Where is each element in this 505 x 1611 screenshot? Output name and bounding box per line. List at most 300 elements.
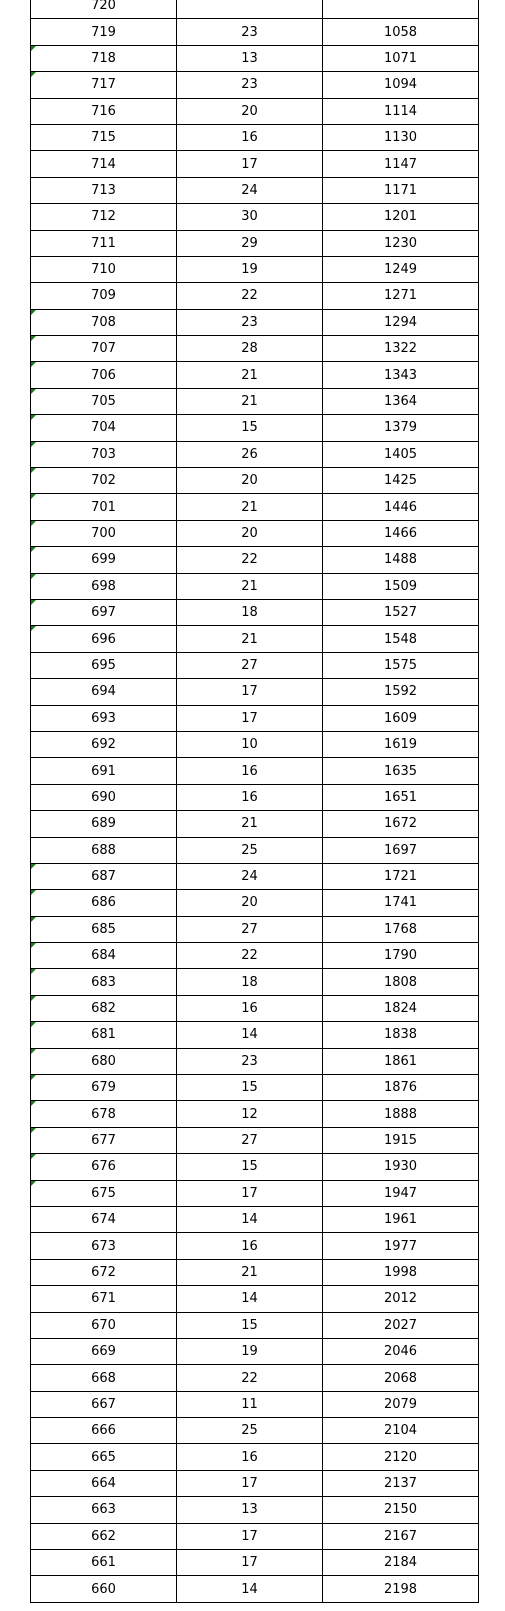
cumulative-cell[interactable] [323, 1127, 479, 1153]
score-value: 667 [91, 1396, 116, 1412]
table-row [31, 1233, 479, 1259]
score-value: 702 [91, 473, 116, 489]
score-cell[interactable] [31, 388, 177, 414]
count-cell[interactable] [177, 45, 323, 71]
score-cell[interactable] [31, 1075, 177, 1101]
score-value: 691 [91, 763, 116, 779]
count-cell[interactable] [177, 520, 323, 546]
table-row [31, 652, 479, 678]
score-cell[interactable] [31, 1576, 177, 1602]
score-cell[interactable] [31, 19, 177, 45]
cumulative-cell[interactable] [323, 309, 479, 335]
count-value: 15 [241, 1317, 258, 1333]
count-cell[interactable] [177, 943, 323, 969]
cumulative-cell[interactable] [323, 1312, 479, 1338]
cumulative-cell[interactable] [323, 626, 479, 652]
score-cell[interactable] [31, 1470, 177, 1496]
table-row [31, 1523, 479, 1549]
score-cell[interactable] [31, 309, 177, 335]
cumulative-cell[interactable] [323, 1154, 479, 1180]
cumulative-value: 1294 [383, 314, 418, 330]
cumulative-cell[interactable] [323, 388, 479, 414]
count-cell[interactable] [177, 415, 323, 441]
cumulative-cell[interactable] [323, 1550, 479, 1576]
count-value: 27 [241, 921, 258, 937]
count-value: 14 [241, 1027, 258, 1043]
score-value: 673 [91, 1238, 116, 1254]
count-cell[interactable] [177, 731, 323, 757]
cumulative-cell[interactable] [323, 599, 479, 625]
table-row [31, 916, 479, 942]
count-cell[interactable] [177, 1338, 323, 1364]
cumulative-cell[interactable] [323, 1470, 479, 1496]
table-row [31, 1418, 479, 1444]
cumulative-cell[interactable] [323, 1206, 479, 1232]
cumulative-cell[interactable] [323, 1101, 479, 1127]
score-cell[interactable] [31, 573, 177, 599]
cumulative-cell[interactable] [323, 1338, 479, 1364]
cumulative-value: 1651 [383, 789, 418, 805]
cumulative-value: 1466 [383, 526, 418, 541]
cumulative-value: 1405 [383, 446, 418, 462]
table-row [31, 943, 479, 969]
table-row [31, 72, 479, 98]
cumulative-value: 1609 [383, 710, 418, 726]
cumulative-value: 2184 [383, 1555, 418, 1571]
score-value: 664 [91, 1476, 116, 1492]
table-row [31, 1154, 479, 1180]
score-cell[interactable] [31, 1127, 177, 1153]
count-value: 20 [241, 103, 258, 119]
cumulative-cell[interactable] [323, 19, 479, 45]
count-value: 13 [241, 1502, 258, 1518]
count-cell[interactable] [177, 98, 323, 124]
count-cell[interactable] [177, 388, 323, 414]
count-cell[interactable] [177, 758, 323, 784]
score-cell[interactable] [31, 1550, 177, 1576]
count-cell[interactable] [177, 177, 323, 203]
cumulative-value: 1808 [383, 974, 418, 990]
cumulative-value: 1425 [383, 473, 418, 489]
score-cell[interactable] [31, 468, 177, 494]
count-cell[interactable] [177, 863, 323, 889]
score-cell[interactable] [31, 995, 177, 1021]
score-cell[interactable] [31, 1444, 177, 1470]
count-cell[interactable] [177, 441, 323, 467]
table-row [31, 388, 479, 414]
count-value: 17 [241, 710, 258, 726]
cumulative-cell[interactable] [323, 1497, 479, 1523]
score-cell[interactable] [31, 731, 177, 757]
score-cell[interactable] [31, 283, 177, 309]
cumulative-value: 1094 [383, 77, 418, 93]
count-cell[interactable] [177, 336, 323, 362]
score-value: 683 [91, 974, 116, 990]
score-cell[interactable] [31, 1233, 177, 1259]
score-cell[interactable] [31, 811, 177, 837]
count-cell[interactable] [177, 1233, 323, 1259]
score-cell[interactable] [31, 0, 177, 19]
score-cell[interactable] [31, 520, 177, 546]
table-row [31, 995, 479, 1021]
count-value: 12 [241, 1106, 258, 1122]
cumulative-cell[interactable] [323, 45, 479, 71]
score-cell[interactable] [31, 1048, 177, 1074]
cumulative-cell[interactable] [323, 1523, 479, 1549]
score-value: 685 [91, 921, 116, 937]
count-cell[interactable] [177, 362, 323, 388]
cumulative-cell[interactable] [323, 362, 479, 388]
count-value: 23 [241, 1053, 258, 1069]
cumulative-cell[interactable] [323, 494, 479, 520]
cumulative-value: 2198 [383, 1581, 418, 1597]
score-value: 668 [91, 1370, 116, 1386]
score-cell[interactable] [31, 1101, 177, 1127]
table-row [31, 45, 479, 71]
cumulative-cell[interactable] [323, 520, 479, 546]
count-cell[interactable] [177, 309, 323, 335]
number-stored-as-text-indicator [31, 336, 36, 341]
cumulative-cell[interactable] [323, 72, 479, 98]
cumulative-cell[interactable] [323, 204, 479, 230]
count-cell[interactable] [177, 124, 323, 150]
table-row [31, 520, 479, 546]
cumulative-cell[interactable] [323, 1444, 479, 1470]
cumulative-value: 2137 [383, 1476, 418, 1492]
table-row [31, 1312, 479, 1338]
score-cell[interactable] [31, 415, 177, 441]
cumulative-cell[interactable] [323, 1022, 479, 1048]
cumulative-cell[interactable] [323, 1259, 479, 1285]
count-cell[interactable] [177, 547, 323, 573]
count-cell[interactable] [177, 494, 323, 520]
score-cell[interactable] [31, 652, 177, 678]
count-cell[interactable] [177, 1286, 323, 1312]
cumulative-cell[interactable] [323, 1286, 479, 1312]
number-stored-as-text-indicator [31, 917, 36, 922]
score-value: 706 [91, 367, 116, 383]
score-value: 710 [91, 262, 116, 278]
count-cell[interactable] [177, 1365, 323, 1391]
cumulative-cell[interactable] [323, 1233, 479, 1259]
count-cell[interactable] [177, 1259, 323, 1285]
cumulative-cell[interactable] [323, 890, 479, 916]
count-cell[interactable] [177, 1576, 323, 1602]
score-value: 716 [91, 103, 116, 119]
score-cell[interactable] [31, 72, 177, 98]
score-cell[interactable] [31, 1391, 177, 1417]
score-value: 712 [91, 209, 116, 225]
table-row [31, 1206, 479, 1232]
score-cell[interactable] [31, 204, 177, 230]
table-row [31, 1391, 479, 1417]
cumulative-value: 1364 [383, 394, 418, 410]
table-row [31, 19, 479, 45]
cumulative-cell[interactable] [323, 705, 479, 731]
cumulative-cell[interactable] [323, 151, 479, 177]
count-cell[interactable] [177, 1101, 323, 1127]
score-cell[interactable] [31, 1365, 177, 1391]
score-cell[interactable] [31, 1180, 177, 1206]
count-cell[interactable] [177, 811, 323, 837]
count-cell[interactable] [177, 652, 323, 678]
count-cell[interactable] [177, 19, 323, 45]
cumulative-value: 1998 [383, 1264, 418, 1280]
cumulative-cell[interactable] [323, 1075, 479, 1101]
cumulative-cell[interactable] [323, 1391, 479, 1417]
cumulative-value: 1741 [383, 895, 418, 911]
score-cell[interactable] [31, 1206, 177, 1232]
score-cell[interactable] [31, 1154, 177, 1180]
score-cell[interactable] [31, 124, 177, 150]
score-cell[interactable] [31, 705, 177, 731]
score-value: 718 [91, 50, 116, 66]
score-cell[interactable] [31, 969, 177, 995]
count-cell[interactable] [177, 1048, 323, 1074]
score-value: 694 [91, 684, 116, 700]
count-value: 22 [241, 552, 258, 568]
count-value: 21 [241, 1264, 258, 1280]
count-cell[interactable] [177, 599, 323, 625]
count-cell[interactable] [177, 1312, 323, 1338]
cumulative-cell[interactable] [323, 1180, 479, 1206]
score-cell[interactable] [31, 494, 177, 520]
number-stored-as-text-indicator [31, 1154, 36, 1159]
count-value: 23 [241, 24, 258, 40]
cumulative-cell[interactable] [323, 441, 479, 467]
score-cell[interactable] [31, 1022, 177, 1048]
score-cell[interactable] [31, 1312, 177, 1338]
count-cell[interactable] [177, 1497, 323, 1523]
cumulative-value: 2079 [383, 1396, 418, 1412]
cumulative-cell[interactable] [323, 811, 479, 837]
cumulative-cell[interactable] [323, 916, 479, 942]
score-cell[interactable] [31, 1338, 177, 1364]
number-stored-as-text-indicator [31, 1101, 36, 1106]
score-cell[interactable] [31, 863, 177, 889]
score-value: 669 [91, 1344, 116, 1360]
count-cell[interactable] [177, 1391, 323, 1417]
cumulative-cell[interactable] [323, 837, 479, 863]
count-cell[interactable] [177, 837, 323, 863]
score-value: 713 [91, 182, 116, 198]
cumulative-cell[interactable] [323, 177, 479, 203]
score-cell[interactable] [31, 916, 177, 942]
count-cell[interactable] [177, 468, 323, 494]
count-value: 16 [241, 789, 258, 805]
count-cell[interactable] [177, 679, 323, 705]
count-cell[interactable] [177, 1418, 323, 1444]
score-cell[interactable] [31, 1259, 177, 1285]
count-cell[interactable] [177, 626, 323, 652]
count-cell[interactable] [177, 1154, 323, 1180]
cumulative-cell[interactable] [323, 969, 479, 995]
cumulative-cell[interactable] [323, 1365, 479, 1391]
score-cell[interactable] [31, 1497, 177, 1523]
score-distribution-table [30, 0, 479, 1603]
cumulative-cell[interactable] [323, 0, 479, 19]
table-row [31, 362, 479, 388]
score-cell[interactable] [31, 230, 177, 256]
count-value: 15 [241, 1159, 258, 1175]
score-value: 678 [91, 1106, 116, 1122]
table-row [31, 837, 479, 863]
count-cell[interactable] [177, 1550, 323, 1576]
score-value: 679 [91, 1080, 116, 1096]
count-cell[interactable] [177, 916, 323, 942]
cumulative-cell[interactable] [323, 1048, 479, 1074]
cumulative-value: 1379 [383, 420, 418, 436]
cumulative-cell[interactable] [323, 547, 479, 573]
score-cell[interactable] [31, 336, 177, 362]
score-cell[interactable] [31, 1286, 177, 1312]
count-cell[interactable] [177, 1206, 323, 1232]
number-stored-as-text-indicator [31, 1022, 36, 1027]
count-cell[interactable] [177, 151, 323, 177]
count-cell[interactable] [177, 1523, 323, 1549]
count-cell[interactable] [177, 72, 323, 98]
score-cell[interactable] [31, 441, 177, 467]
cumulative-cell[interactable] [323, 995, 479, 1021]
number-stored-as-text-indicator [31, 521, 36, 526]
table-row [31, 230, 479, 256]
score-cell[interactable] [31, 1418, 177, 1444]
cumulative-cell[interactable] [323, 784, 479, 810]
number-stored-as-text-indicator [31, 1049, 36, 1054]
cumulative-cell[interactable] [323, 758, 479, 784]
score-cell[interactable] [31, 758, 177, 784]
cumulative-cell[interactable] [323, 652, 479, 678]
cumulative-cell[interactable] [323, 943, 479, 969]
table-row [31, 679, 479, 705]
score-cell[interactable] [31, 943, 177, 969]
score-cell[interactable] [31, 256, 177, 282]
cumulative-cell[interactable] [323, 468, 479, 494]
cumulative-value: 1947 [383, 1185, 418, 1201]
score-cell[interactable] [31, 679, 177, 705]
count-value: 22 [241, 288, 258, 304]
cumulative-cell[interactable] [323, 98, 479, 124]
score-value: 707 [91, 341, 116, 357]
table-row [31, 468, 479, 494]
cumulative-value: 1876 [383, 1080, 418, 1096]
cumulative-cell[interactable] [323, 230, 479, 256]
score-value: 684 [91, 948, 116, 964]
count-cell[interactable] [177, 1075, 323, 1101]
count-cell[interactable] [177, 1180, 323, 1206]
count-value: 14 [241, 1581, 258, 1597]
cumulative-value: 2104 [383, 1423, 418, 1439]
count-value: 21 [241, 578, 258, 594]
count-cell[interactable] [177, 969, 323, 995]
count-cell[interactable] [177, 283, 323, 309]
table-row [31, 1497, 479, 1523]
cumulative-cell[interactable] [323, 573, 479, 599]
count-value: 16 [241, 763, 258, 779]
count-value: 10 [241, 737, 258, 753]
score-value: 693 [91, 710, 116, 726]
number-stored-as-text-indicator [31, 72, 36, 77]
count-value: 26 [241, 446, 258, 462]
cumulative-value: 1114 [383, 103, 418, 119]
score-cell[interactable] [31, 1523, 177, 1549]
score-cell[interactable] [31, 177, 177, 203]
table-row [31, 177, 479, 203]
count-value: 27 [241, 657, 258, 673]
cumulative-value: 2120 [383, 1449, 418, 1465]
score-value: 665 [91, 1449, 116, 1465]
score-cell[interactable] [31, 151, 177, 177]
score-value: 672 [91, 1264, 116, 1280]
cumulative-cell[interactable] [323, 256, 479, 282]
count-cell[interactable] [177, 230, 323, 256]
cumulative-value: 1592 [383, 684, 418, 700]
table-row [31, 573, 479, 599]
score-value: 676 [91, 1159, 116, 1175]
score-value: 666 [91, 1423, 116, 1439]
cumulative-cell[interactable] [323, 1576, 479, 1602]
count-cell[interactable] [177, 256, 323, 282]
count-cell[interactable] [177, 995, 323, 1021]
count-cell[interactable] [177, 784, 323, 810]
score-value: 675 [91, 1185, 116, 1201]
count-cell[interactable] [177, 204, 323, 230]
count-cell[interactable] [177, 573, 323, 599]
count-cell[interactable] [177, 890, 323, 916]
count-cell[interactable] [177, 1470, 323, 1496]
cumulative-cell[interactable] [323, 283, 479, 309]
table-row [31, 98, 479, 124]
cumulative-cell[interactable] [323, 731, 479, 757]
cumulative-cell[interactable] [323, 863, 479, 889]
cumulative-value: 2068 [383, 1370, 418, 1386]
score-value: 682 [91, 1001, 116, 1017]
cumulative-cell[interactable] [323, 415, 479, 441]
score-cell[interactable] [31, 784, 177, 810]
cumulative-cell[interactable] [323, 1418, 479, 1444]
cumulative-cell[interactable] [323, 336, 479, 362]
number-stored-as-text-indicator [31, 46, 36, 51]
table-row [31, 1259, 479, 1285]
count-cell[interactable] [177, 1022, 323, 1048]
score-cell[interactable] [31, 45, 177, 71]
score-cell[interactable] [31, 547, 177, 573]
count-cell[interactable] [177, 705, 323, 731]
count-cell[interactable] [177, 1444, 323, 1470]
score-cell[interactable] [31, 626, 177, 652]
cumulative-value: 1058 [383, 24, 418, 40]
score-cell[interactable] [31, 362, 177, 388]
cumulative-value: 1768 [383, 921, 418, 937]
score-cell[interactable] [31, 599, 177, 625]
cumulative-value: 1147 [383, 156, 418, 172]
count-value: 27 [241, 1132, 258, 1148]
score-cell[interactable] [31, 98, 177, 124]
score-value: 703 [91, 446, 116, 462]
cumulative-cell[interactable] [323, 679, 479, 705]
cumulative-cell[interactable] [323, 124, 479, 150]
count-value: 21 [241, 631, 258, 647]
score-cell[interactable] [31, 890, 177, 916]
count-value: 22 [241, 1370, 258, 1386]
number-stored-as-text-indicator [31, 362, 36, 367]
count-cell[interactable] [177, 1127, 323, 1153]
count-value: 20 [241, 473, 258, 489]
count-value: 25 [241, 842, 258, 858]
score-value: 680 [91, 1053, 116, 1069]
count-cell[interactable] [177, 0, 323, 19]
score-cell[interactable] [31, 837, 177, 863]
